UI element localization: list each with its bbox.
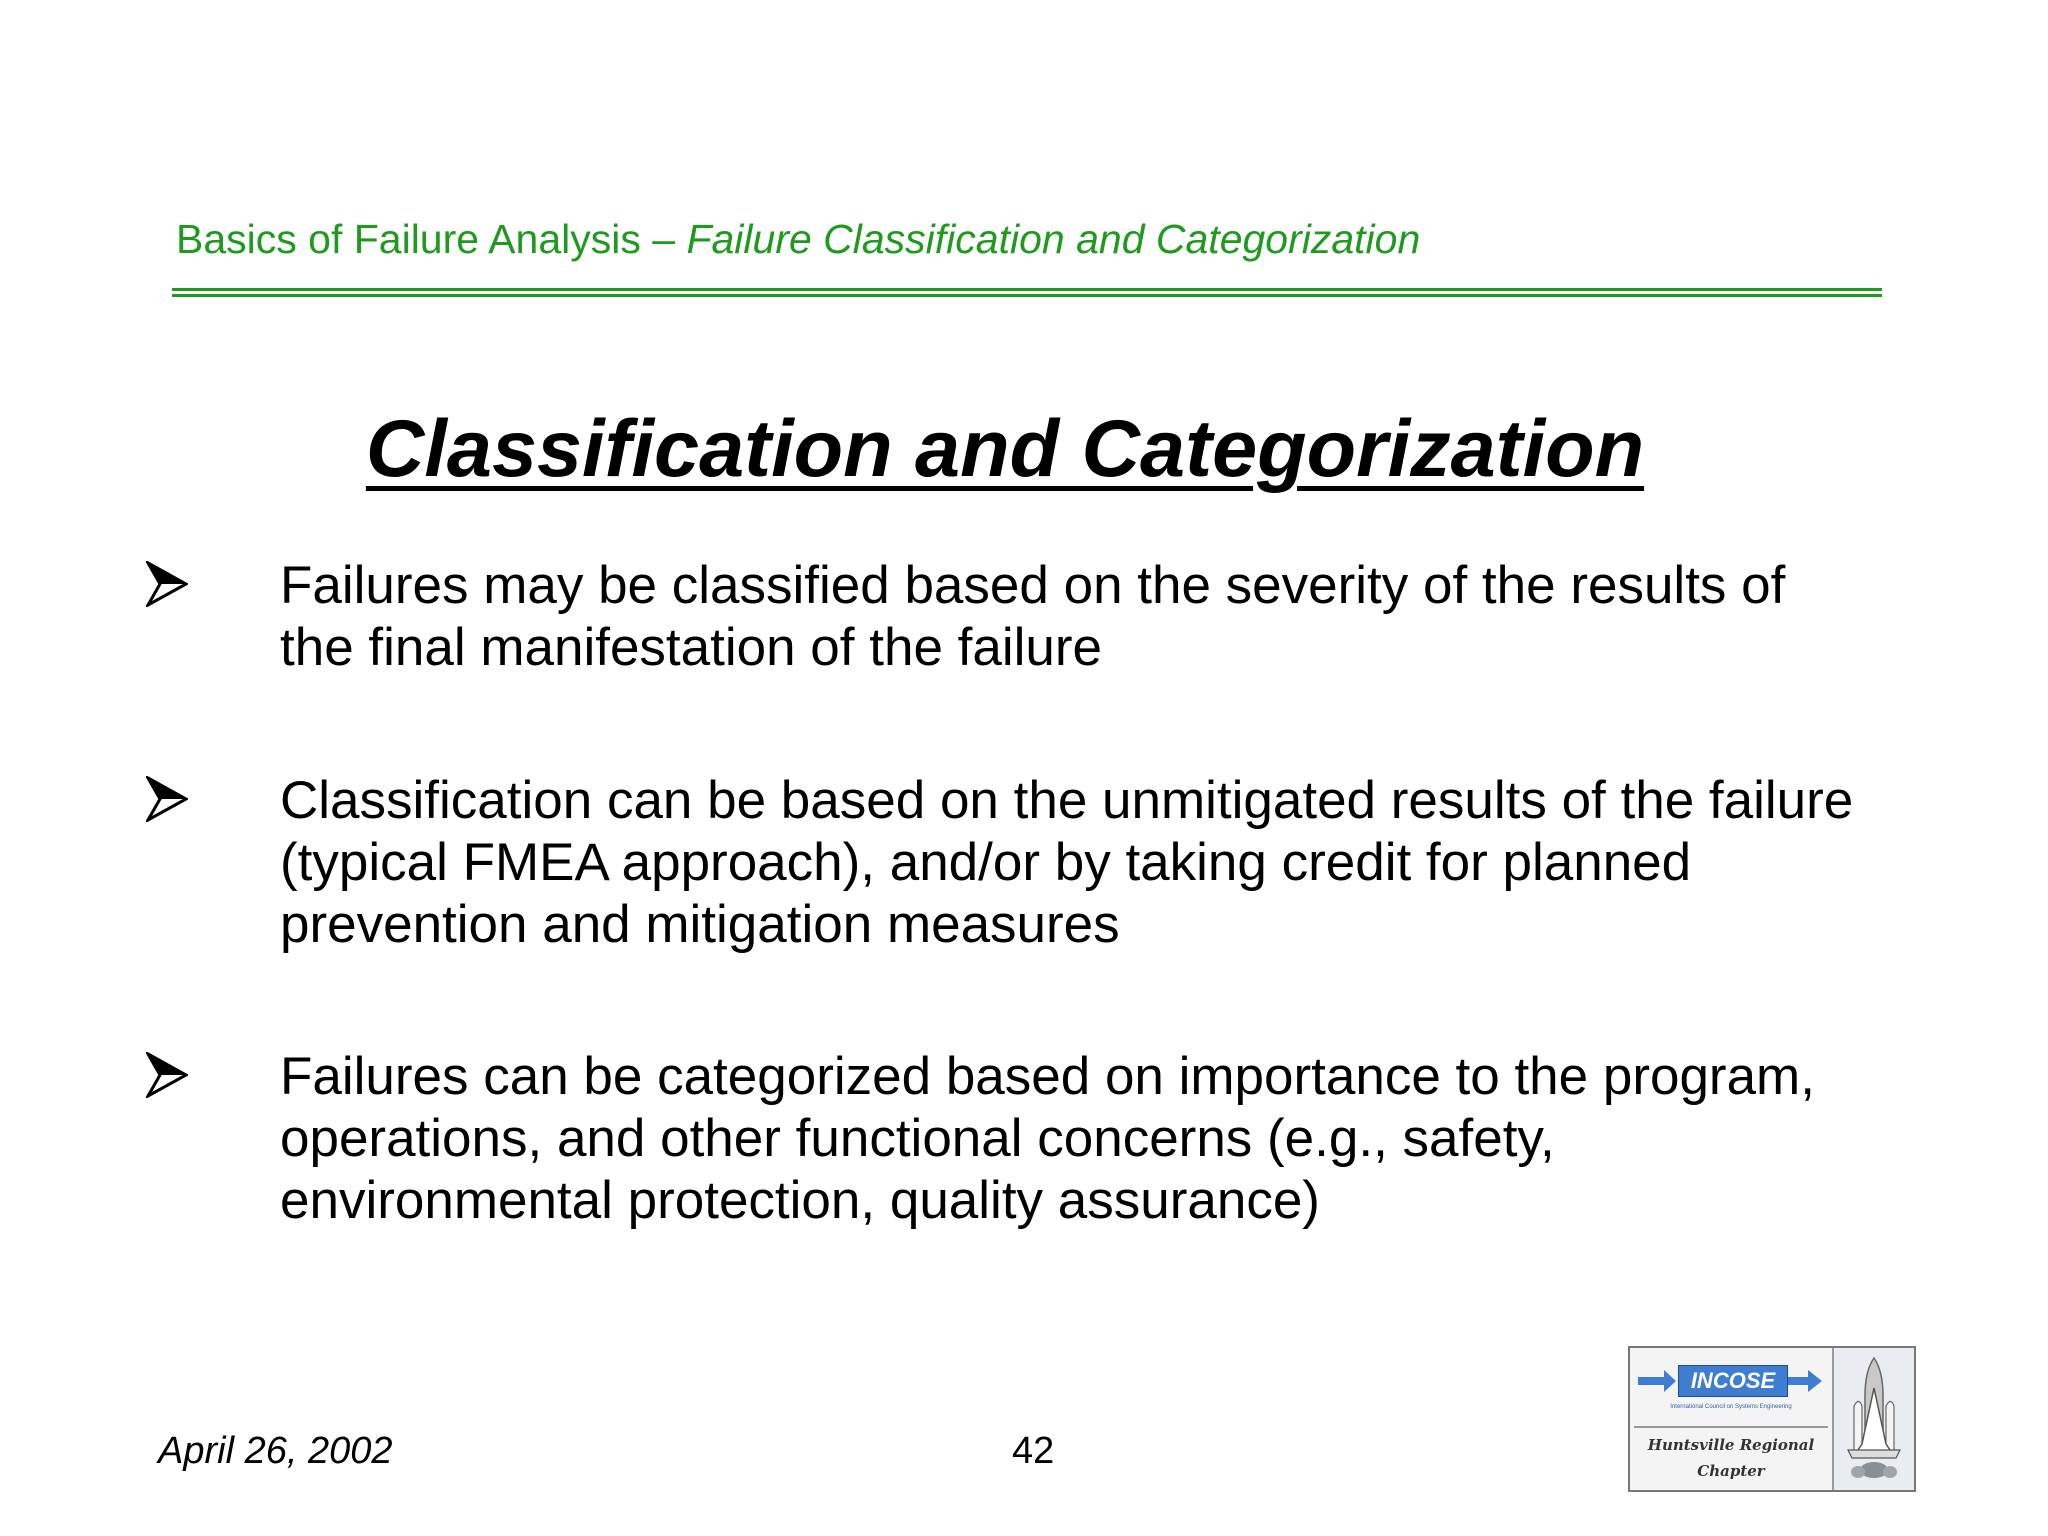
incose-wordmark: INCOSE	[1678, 1365, 1788, 1397]
slide-title: Classification and Categorization	[365, 404, 1645, 494]
chapter-line-2: Chapter	[1697, 1462, 1765, 1480]
space-shuttle-icon	[1834, 1348, 1914, 1490]
incose-chapter-logo	[1628, 1346, 1916, 1492]
slide-header	[176, 216, 1420, 263]
header-rule-bottom	[172, 294, 1882, 297]
header-rule-top	[172, 288, 1882, 291]
logo-image-panel	[1834, 1348, 1914, 1490]
chapter-name	[1634, 1432, 1828, 1484]
header-sub: Failure Classification and Categorization	[686, 216, 1421, 262]
logo-text-panel	[1630, 1348, 1834, 1490]
page-number: 42	[1012, 1430, 1055, 1472]
logo-divider	[1634, 1426, 1828, 1428]
chapter-line-1: Huntsville Regional	[1647, 1436, 1815, 1454]
incose-banner	[1638, 1364, 1824, 1398]
bullet-text: Classification can be based on the unmitigated results of the failure (typical FMEA approach), and/or by taking credit for planned prevention and mitigation measures	[280, 771, 1854, 954]
footer-date: April 26, 2002	[158, 1430, 393, 1472]
arrowhead-bullet-icon	[146, 776, 188, 822]
incose-subtitle: International Council on Systems Engineering	[1670, 1404, 1792, 1410]
bullet-text: Failures may be classified based on the severity of the results of the final manifestation of the failure	[280, 556, 1786, 677]
header-main: Basics of Failure Analysis –	[176, 216, 687, 262]
arrowhead-bullet-icon	[146, 1052, 188, 1098]
bullet-text: Failures can be categorized based on importance to the program, operations, and other functional concerns (e.g., safety, environmental protection, quality assurance)	[280, 1047, 1815, 1230]
arrowhead-bullet-icon	[146, 561, 188, 607]
